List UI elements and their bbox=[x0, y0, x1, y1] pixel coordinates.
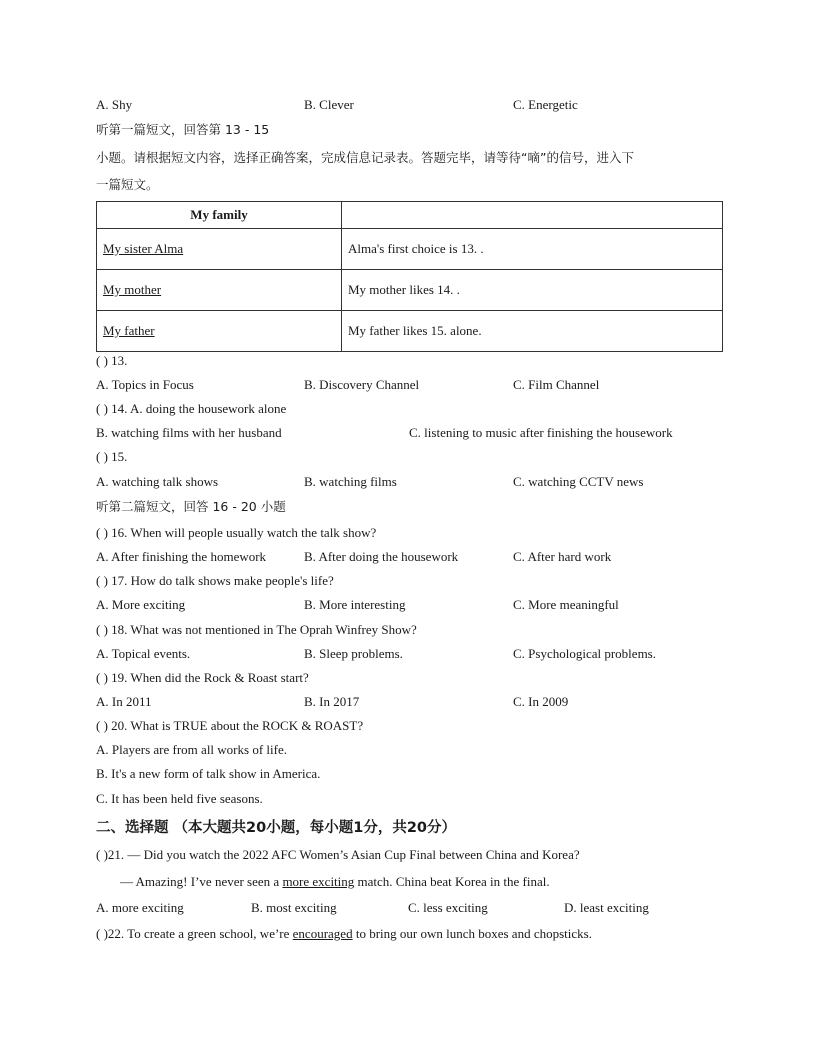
q22-stem-post: to bring our own lunch boxes and chopsticks. bbox=[352, 926, 592, 941]
q18-stem: ( ) 18. What was not mentioned in The Oprah Winfrey Show? bbox=[96, 622, 417, 637]
q19-option-a: A. In 2011 bbox=[96, 694, 152, 709]
q19-stem: ( ) 19. When did the Rock & Roast start? bbox=[96, 670, 309, 685]
q18-option-a: A. Topical events. bbox=[96, 646, 191, 661]
table-cell-info: Alma's first choice is 13. . bbox=[342, 229, 723, 270]
table-cell-info: My mother likes 14. . bbox=[342, 270, 723, 311]
q14-option-b: B. watching films with her husband bbox=[96, 425, 282, 440]
q13-stem: ( ) 13. bbox=[96, 353, 128, 368]
q12-option-b: B. Clever bbox=[304, 97, 354, 112]
q15-option-c: C. watching CCTV news bbox=[513, 474, 644, 489]
q22-stem-underlined: encouraged bbox=[292, 926, 353, 941]
passage1-line2: 小题。请根据短文内容，选择正确答案，完成信息记录表。答题完毕，请等待“嘀”的信号，进入下 bbox=[96, 150, 634, 165]
q18-option-c: C. Psychological problems. bbox=[513, 646, 656, 661]
q18-option-b: B. Sleep problems. bbox=[304, 646, 403, 661]
q21-option-d: D. least exciting bbox=[564, 900, 649, 915]
q20-option-a: A. Players are from all works of life. bbox=[96, 742, 287, 757]
table-row bbox=[97, 229, 723, 270]
table-cell-who: My sister Alma bbox=[97, 229, 342, 270]
q15-option-b: B. watching films bbox=[304, 474, 397, 489]
table-header-empty-cell bbox=[342, 202, 723, 229]
q12-option-c: C. Energetic bbox=[513, 97, 578, 112]
q13-option-b: B. Discovery Channel bbox=[304, 377, 420, 392]
q15-option-a: A. watching talk shows bbox=[96, 474, 219, 489]
q21-reply bbox=[120, 874, 550, 890]
q14-option-c: C. listening to music after finishing the housework bbox=[409, 425, 673, 440]
q16-option-c: C. After hard work bbox=[513, 549, 612, 564]
q13-option-a: A. Topics in Focus bbox=[96, 377, 194, 392]
table-cell-info: My father likes 15. alone. bbox=[342, 311, 723, 352]
q19-option-b: B. In 2017 bbox=[304, 694, 360, 709]
q16-option-a: A. After finishing the homework bbox=[96, 549, 267, 564]
table-cell-who: My mother bbox=[97, 270, 342, 311]
q21-reply-underlined: more exciting bbox=[282, 874, 355, 889]
q19-option-c: C. In 2009 bbox=[513, 694, 569, 709]
q21-option-a: A. more exciting bbox=[96, 900, 184, 915]
table-row bbox=[97, 270, 723, 311]
q21-option-b: B. most exciting bbox=[251, 900, 337, 915]
q17-option-c: C. More meaningful bbox=[513, 597, 619, 612]
q22-stem bbox=[96, 926, 592, 942]
q16-stem: ( ) 16. When will people usually watch the talk show? bbox=[96, 525, 377, 540]
q20-option-b: B. It's a new form of talk show in America. bbox=[96, 766, 321, 781]
section2-title: 二、选择题 （本大题共20小题，每小题1分，共20分） bbox=[96, 820, 456, 836]
q14-stem: ( ) 14. A. doing the housework alone bbox=[96, 401, 287, 416]
passage2-title: 听第二篇短文，回答 16 - 20 小题 bbox=[96, 499, 286, 514]
q17-option-b: B. More interesting bbox=[304, 597, 406, 612]
q20-stem: ( ) 20. What is TRUE about the ROCK & ROAST? bbox=[96, 718, 364, 733]
q13-option-c: C. Film Channel bbox=[513, 377, 600, 392]
table-cell-who: My father bbox=[97, 311, 342, 352]
table-header-row bbox=[97, 202, 723, 229]
q15-stem: ( ) 15. bbox=[96, 449, 128, 464]
passage1-line3: 一篇短文。 bbox=[96, 177, 159, 192]
q12-option-a: A. Shy bbox=[96, 97, 133, 112]
q17-stem: ( ) 17. How do talk shows make people's life? bbox=[96, 573, 334, 588]
table-header-cell: My family bbox=[97, 202, 342, 229]
q21-option-c: C. less exciting bbox=[408, 900, 488, 915]
q16-option-b: B. After doing the housework bbox=[304, 549, 459, 564]
q21-stem: ( )21. — Did you watch the 2022 AFC Women’s Asian Cup Final between China and Korea? bbox=[96, 847, 580, 862]
passage1-line1: 听第一篇短文，回答第 13 - 15 bbox=[96, 122, 270, 137]
table-row bbox=[97, 311, 723, 352]
q21-reply-post: match. China beat Korea in the final. bbox=[354, 874, 550, 889]
q21-reply-pre: — Amazing! I’ve never seen a bbox=[120, 874, 283, 889]
q17-option-a: A. More exciting bbox=[96, 597, 186, 612]
q22-stem-pre: ( )22. To create a green school, we’re bbox=[96, 926, 293, 941]
q20-option-c: C. It has been held five seasons. bbox=[96, 791, 263, 806]
family-table bbox=[96, 201, 723, 352]
